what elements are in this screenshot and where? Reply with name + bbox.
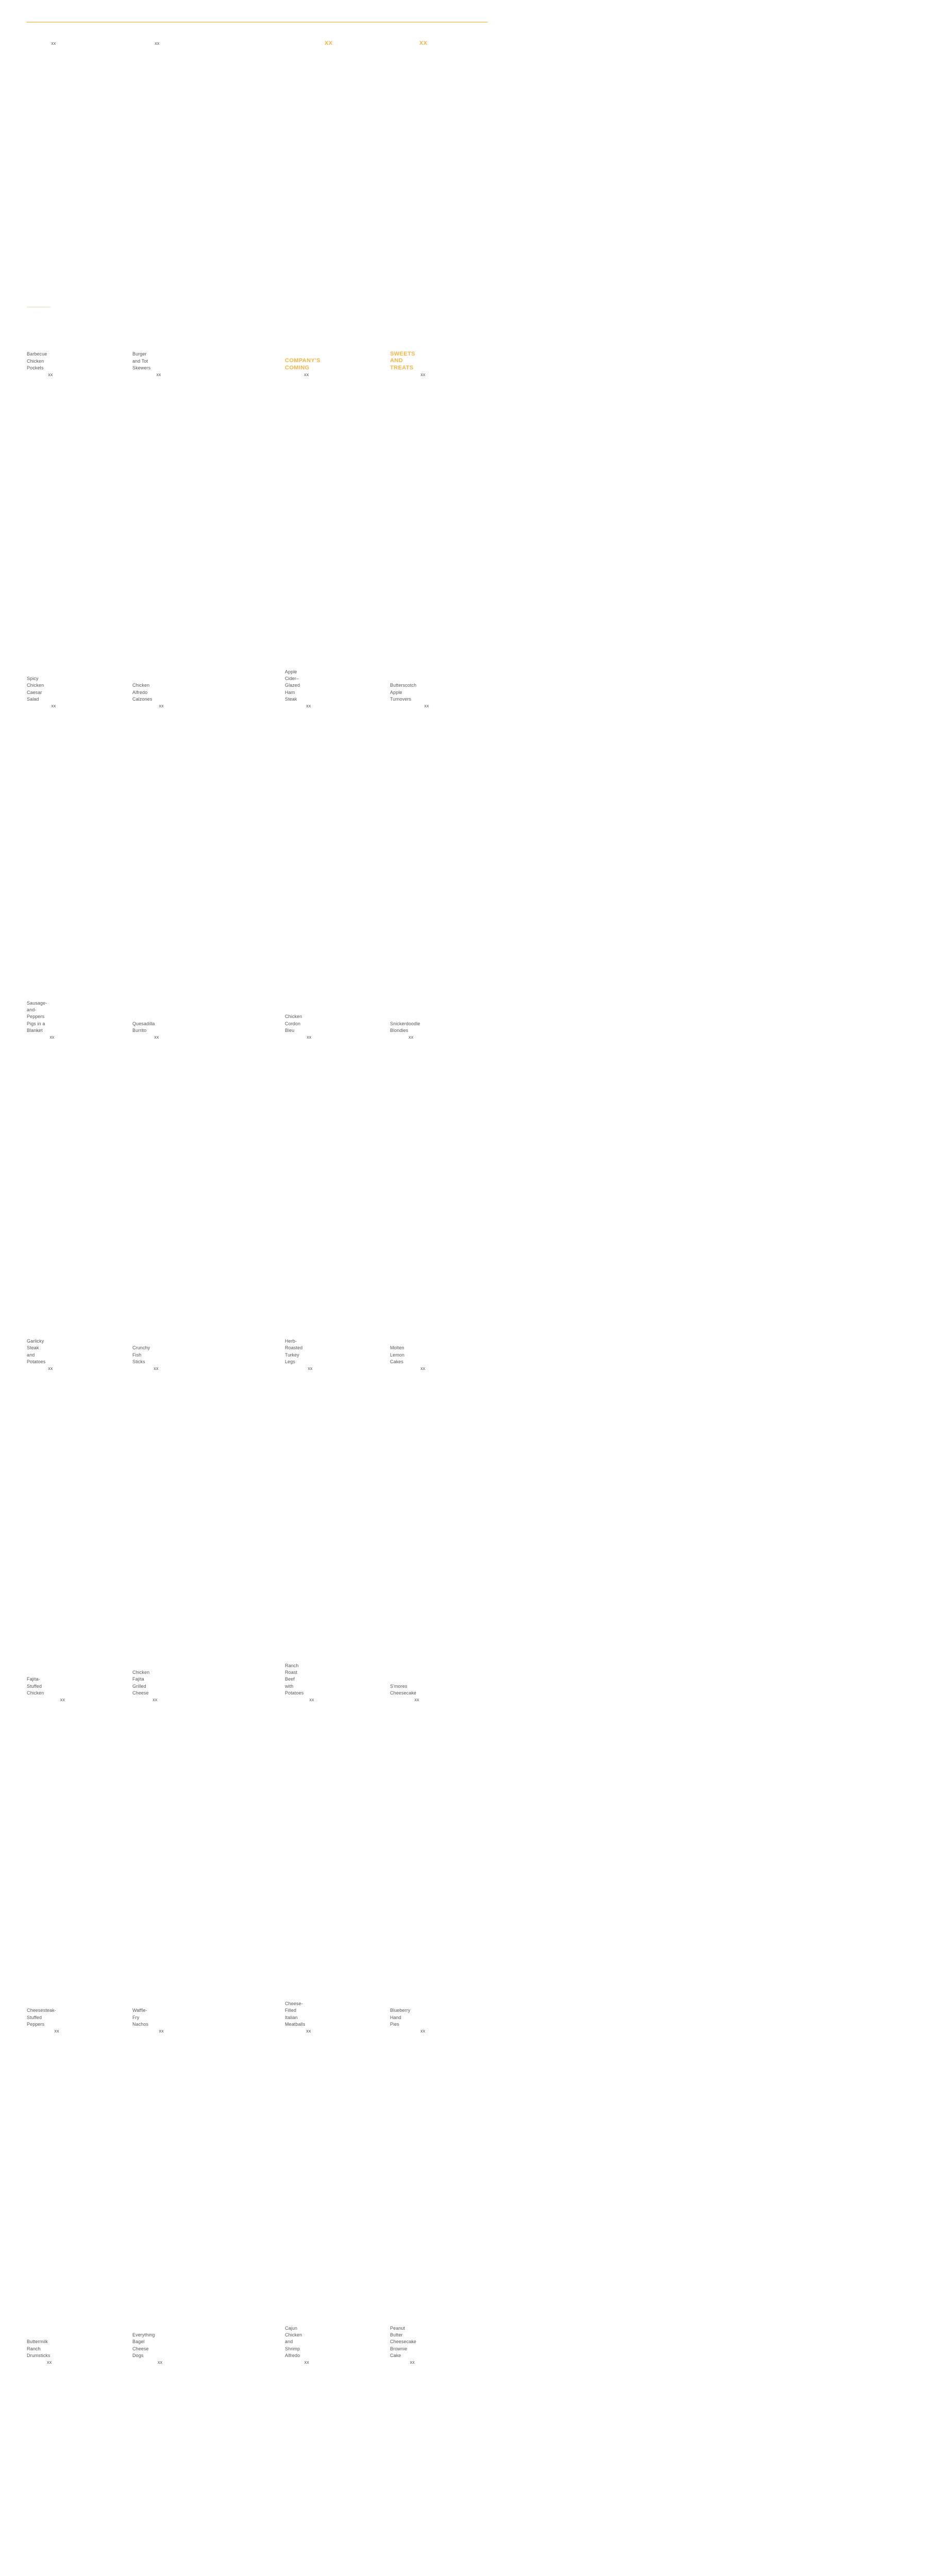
recipe-title: Snickerdoodle Blondies xyxy=(390,1021,420,1033)
toc-item xyxy=(132,1034,231,1365)
toc-item xyxy=(390,371,487,703)
toc-item xyxy=(390,703,487,1034)
page-number: xx xyxy=(51,703,566,1034)
recipe-title: Fajita-Stuffed Chicken xyxy=(27,1676,44,1696)
toc-page xyxy=(0,0,515,2365)
section-title: SWEETS AND TREATS xyxy=(390,350,415,371)
recipe-title: Ranch Roast Beef with Potatoes xyxy=(285,1663,304,1696)
page-number: xx xyxy=(306,2028,821,2359)
toc-item xyxy=(285,2028,382,2359)
recipe-title: Cheesesteak-Stuffed Peppers xyxy=(27,2008,56,2027)
toc-item xyxy=(285,1365,382,1697)
page-number: xx xyxy=(409,1034,924,1365)
page-number: xx xyxy=(158,2359,673,2576)
page-number: xx xyxy=(308,1365,823,1697)
recipe-title: Waffle-Fry Nachos xyxy=(132,2008,149,2027)
recipe-title: Blueberry Hand Pies xyxy=(390,2008,411,2027)
toc-item xyxy=(132,40,231,371)
toc-item xyxy=(27,703,124,1034)
recipe-title: Apple Cider–Glazed Ham Steak xyxy=(285,669,300,702)
recipe-title: Molten Lemon Cakes xyxy=(390,1345,405,1364)
page-number: xx xyxy=(304,371,819,703)
recipe-title: Quesadilla Burrito xyxy=(132,1021,155,1033)
toc-column-1 xyxy=(27,40,124,2576)
section-title: COMPANY'S COMING xyxy=(285,358,320,371)
toc-item xyxy=(390,2028,487,2359)
toc-item xyxy=(27,40,124,371)
page-number: xx xyxy=(156,371,671,703)
page-number: xx xyxy=(307,1034,822,1365)
recipe-title: Chicken Cordon Bleu xyxy=(285,1014,302,1033)
page-number: xx xyxy=(414,1697,929,2028)
recipe-title: Herb-Roasted Turkey Legs xyxy=(285,1338,303,1364)
page-number: xx xyxy=(154,1365,669,1697)
toc-item xyxy=(285,371,382,703)
page-number: xx xyxy=(306,703,821,1034)
section-header xyxy=(285,40,382,371)
toc-item xyxy=(27,1697,124,2028)
page-number: xx xyxy=(410,2359,925,2576)
toc-item xyxy=(27,371,124,703)
page-number: xx xyxy=(48,371,563,703)
recipe-title: Butterscotch Apple Turnovers xyxy=(390,683,417,702)
recipe-title: S'mores Cheesecake xyxy=(390,1683,417,1696)
toc-item xyxy=(132,2028,231,2359)
recipe-title: Chicken Alfredo Calzones xyxy=(132,683,153,702)
toc-item xyxy=(132,1697,231,2028)
toc-item xyxy=(390,1697,487,2028)
page-number: xx xyxy=(304,2359,820,2576)
recipe-title: Garlicky Steak and Potatoes xyxy=(27,1338,46,1364)
toc-item xyxy=(27,2359,124,2576)
toc-item xyxy=(285,1697,382,2028)
recipe-title: Buttermilk Ranch Drumsticks xyxy=(27,2339,50,2358)
toc-item xyxy=(132,2359,231,2576)
top-rule xyxy=(26,22,488,23)
toc-item xyxy=(27,1365,124,1697)
recipe-title: Burger and Tot Skewers xyxy=(132,351,151,370)
recipe-title: Barbecue Chicken Pockets xyxy=(27,351,47,370)
toc-item xyxy=(132,703,231,1034)
page-number: xx xyxy=(48,1365,563,1697)
toc-item xyxy=(132,1365,231,1697)
toc-item xyxy=(390,2359,487,2576)
toc-item xyxy=(132,371,231,703)
toc-item xyxy=(27,2028,124,2359)
section-header xyxy=(390,40,487,371)
page-number: xx xyxy=(155,40,670,371)
toc-column-2 xyxy=(132,40,231,2576)
recipe-title: Peanut Butter Cheesecake Brownie Cake xyxy=(390,2325,417,2358)
recipe-title: Cajun Chicken and Shrimp Alfredo xyxy=(285,2325,302,2358)
page-number: xx xyxy=(420,2028,936,2359)
page-number: xx xyxy=(154,1034,669,1365)
recipe-title: Spicy Chicken Caesar Salad xyxy=(27,676,44,702)
page-number: xx xyxy=(424,703,939,1034)
page-number: xx xyxy=(51,40,566,371)
page-number: xx xyxy=(47,2359,562,2576)
page-number: XX xyxy=(325,40,840,371)
page-number: XX xyxy=(419,40,935,371)
toc-item xyxy=(390,1365,487,1697)
toc-item xyxy=(27,1034,124,1365)
page-number: xx xyxy=(153,1697,668,2028)
toc-column-4 xyxy=(390,40,487,2576)
page-number: xx xyxy=(420,1365,936,1697)
recipe-title: Cheese-Filled Italian Meatballs xyxy=(285,2001,306,2027)
toc-item xyxy=(285,1034,382,1365)
recipe-title: Everything Bagel Cheese Dogs xyxy=(132,2332,155,2358)
toc-item xyxy=(285,2359,382,2576)
toc-item xyxy=(285,703,382,1034)
recipe-title: Sausage-and-Peppers Pigs in a Blanket xyxy=(27,1000,47,1033)
recipe-title: Crunchy Fish Sticks xyxy=(132,1345,150,1364)
page-number: xx xyxy=(159,703,674,1034)
page-number: xx xyxy=(159,2028,674,2359)
toc-item xyxy=(390,1034,487,1365)
toc-column-3 xyxy=(285,40,382,2576)
page-number: xx xyxy=(420,371,936,703)
recipe-title: Chicken Fajita Grilled Cheese xyxy=(132,1670,150,1696)
page-number: xx xyxy=(55,2028,570,2359)
page-number: xx xyxy=(49,1034,565,1365)
page-number: xx xyxy=(309,1697,824,2028)
page-number: xx xyxy=(60,1697,575,2028)
